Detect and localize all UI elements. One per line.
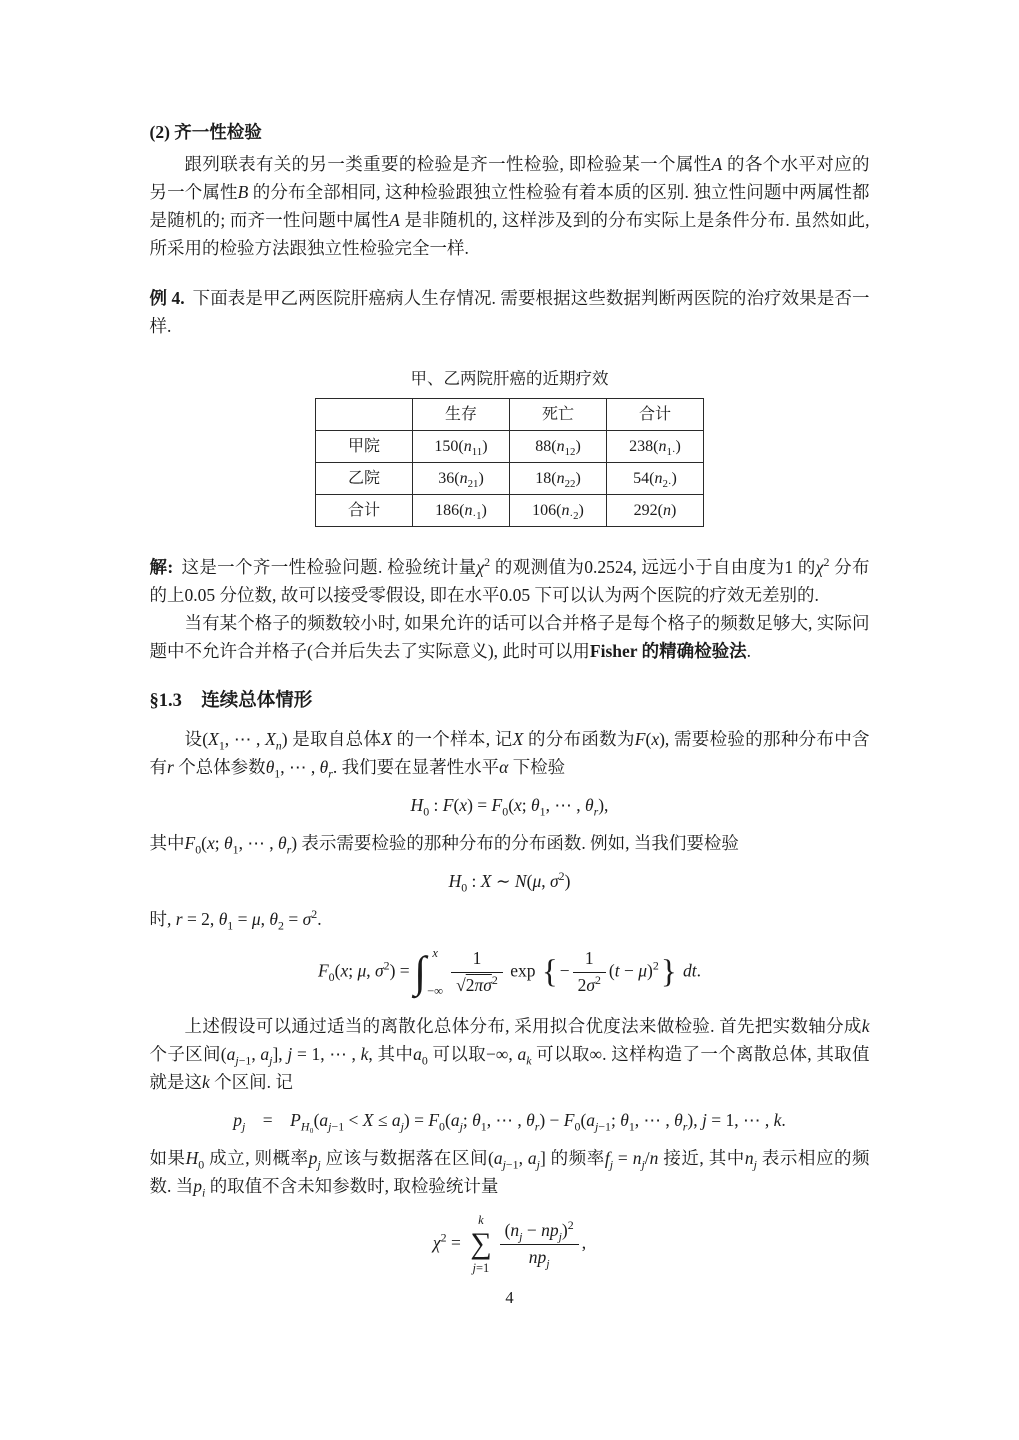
continuous-paragraph-4: 上述假设可以通过适当的离散化总体分布, 采用拟合优度法来做检验. 首先把实数轴分成k 个子区间($a_{j-1}$, $a_j$], j = 1, ⋯ , k, 其中$a_0$ 可以取−∞, $a_k$ 可以取∞. 这样构造了一个离散总体, 其取值就是这k 个区间. 记	[149, 1015, 870, 1092]
equation-h0-normal: $H_0$ : X ∼ N(μ, $\sigma^2$)	[448, 869, 571, 895]
table-row	[316, 431, 704, 463]
table-cell: $106(n_{\cdot 2})$	[510, 495, 607, 527]
example-body: 下面表是甲乙两医院肝癌病人生存情况. 需要根据这些数据判断两医院的治疗效果是否一样.	[149, 288, 870, 336]
page-number: 4	[505, 1288, 514, 1307]
section-1-3-heading	[150, 687, 870, 715]
row-label: 乙院	[316, 463, 413, 495]
table-header-cell: 合计	[607, 399, 704, 431]
homogeneity-paragraph: 跟列联表有关的另一类重要的检验是齐一性检验, 即检验某一个属性A 的各个水平对应的另一个属性B 的分布全部相同, 这种检验跟独立性检验有着本质的区别. 独立性问题中两属性都是随机的; 而齐一性问题中属性A 是非随机的, 这样涉及到的分布实际上是条件分布. 虽然如此, 所采用的检验方法跟独立性检验完全一样.	[149, 154, 870, 258]
page-content	[150, 0, 870, 1275]
equation-chi-square: $\chi^2$ = k ∑ j=1 $\frac{(n_j - np_j)^2}{np_j}$ ,	[432, 1212, 587, 1276]
example-paragraph	[150, 284, 870, 340]
table-cell: $36(n_{21})$	[413, 463, 510, 495]
equation-h0-distribution: $H_0$ : $F(x) = F_0(x$; $\theta_1$, ⋯ , $\theta_r$),	[410, 795, 609, 819]
table-row	[316, 495, 704, 527]
continuous-paragraph-2: 其中$F_0(x$; $\theta_1$, ⋯ , $\theta_r$) 表示需要检验的那种分布的分布函数. 例如, 当我们要检验	[149, 833, 739, 857]
solution-label: 解:	[149, 557, 174, 577]
table-row	[316, 463, 704, 495]
table-cell: $150(n_{11})$	[413, 431, 510, 463]
table-cell: $54(n_{2\cdot})$	[607, 463, 704, 495]
section-number: §1.3	[149, 691, 182, 711]
table-cell: $88(n_{12})$	[510, 431, 607, 463]
table-header-cell: 死亡	[510, 399, 607, 431]
merge-note-paragraph: 当有某个格子的频数较小时, 如果允许的话可以合并格子是每个格子的频数足够大, 实际问题中不允许合并格子(合并后失去了实际意义), 此时可以用Fisher 的精确检验法.	[149, 613, 870, 661]
table-header-row	[316, 399, 704, 431]
table-cell: 292(n)	[607, 495, 704, 527]
table-cell: $186(n_{\cdot 1})$	[413, 495, 510, 527]
row-label: 合计	[316, 495, 413, 527]
table-caption: 甲、乙两院肝癌的近期疗效	[410, 369, 609, 388]
example-label: 例 4.	[149, 288, 185, 308]
table-header-cell: 生存	[413, 399, 510, 431]
table-cell: $18(n_{22})$	[510, 463, 607, 495]
hospital-table	[315, 398, 704, 527]
table-cell: $238(n_{1\cdot})$	[607, 431, 704, 463]
equation-integral: $F_0(x$; μ, $\sigma^2$) = ∫ x −∞ $\frac{1}{√2\pi\sigma^2}$ exp { − $\frac{1}{2\sigma^2}$ $(t - \mu)^2$} dt.	[317, 946, 702, 998]
row-label: 甲院	[316, 431, 413, 463]
table-header-cell	[316, 399, 413, 431]
continuous-paragraph-1: 设($X_1$, ⋯ , $X_n$) 是取自总体X 的一个样本, 记X 的分布函数为F(x), 需要检验的那种分布中含有r 个总体参数$\theta_1$, ⋯ , $\theta_r$. 我们要在显著性水平α 下检验	[149, 729, 870, 781]
homogeneity-heading: (2) 齐一性检验	[149, 122, 262, 142]
section-title: 连续总体情形	[201, 691, 313, 711]
solution-body: 这是一个齐一性检验问题. 检验统计量$\chi^2$ 的观测值为0.2524, 远远小于自由度为1 的$\chi^2$ 分布的上0.05 分位数, 故可以接受零假设, 即在水平0.05 下可以认为两个医院的疗效无差别的.	[149, 555, 870, 605]
equation-pj: $p_j$ = $P_{H_0}(a_{j-1} < X \le a_j) = F_0(a_j$; $\theta_1$, ⋯ , $\theta_r) - F_0(a_{j-1}$; $\theta_1$, ⋯ , $\theta_r$), j = 1, ⋯ , k.	[233, 1109, 786, 1134]
continuous-paragraph-5: 如果$H_0$ 成立, 则概率$p_j$ 应该与数据落在区间($a_{j-1}$, $a_j$] 的频率$f_j = n_j/n$ 接近, 其中$n_j$ 表示相应的频数. 当$p_i$ 的取值不含未知参数时, 取检验统计量	[149, 1147, 870, 1200]
solution-paragraph	[150, 553, 870, 609]
continuous-paragraph-3: 时, r = 2, $\theta_1 = \mu$, $\theta_2 = \sigma^2$.	[149, 907, 322, 933]
